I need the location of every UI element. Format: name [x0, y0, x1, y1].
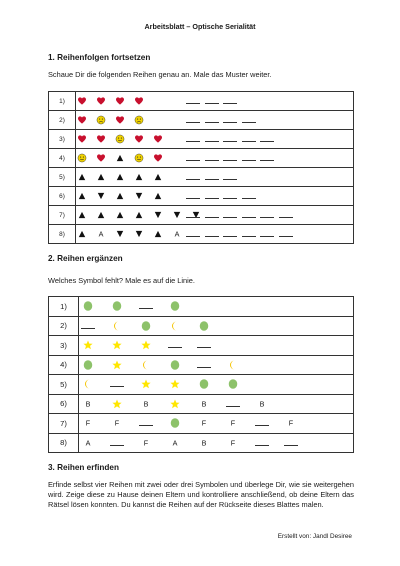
- answer-blank[interactable]: [260, 141, 274, 142]
- triangle-up-icon: [79, 193, 86, 200]
- crescent-moon-icon: [172, 321, 179, 331]
- answer-blank[interactable]: [223, 141, 237, 142]
- answer-blank[interactable]: [205, 198, 219, 199]
- answer-blank[interactable]: [81, 328, 95, 329]
- heart-icon: [97, 97, 106, 105]
- sequence-cell: [76, 149, 354, 168]
- answer-blank[interactable]: [255, 425, 269, 426]
- circle-icon: [84, 360, 93, 370]
- answer-blank[interactable]: [186, 179, 200, 180]
- table-row: [49, 168, 354, 187]
- answer-blank[interactable]: [205, 160, 219, 161]
- table-row: [49, 130, 354, 149]
- answer-blank[interactable]: [205, 103, 219, 104]
- answer-blank[interactable]: [205, 236, 219, 237]
- table-row: [49, 355, 354, 375]
- table-row: [49, 92, 354, 111]
- table-row: [49, 111, 354, 130]
- letter-symbol: B: [143, 399, 149, 409]
- heart-icon: [97, 135, 106, 143]
- answer-blank[interactable]: [186, 236, 200, 237]
- answer-blank[interactable]: [242, 160, 256, 161]
- circle-icon: [84, 301, 93, 311]
- table-row: [49, 225, 354, 244]
- star-icon: [141, 379, 151, 389]
- sequence-table-1: [48, 91, 354, 244]
- heart-icon: [135, 135, 144, 143]
- answer-blank[interactable]: [226, 406, 240, 407]
- table-row: [49, 187, 354, 206]
- row-label: 2): [49, 111, 76, 130]
- answer-blank[interactable]: [255, 445, 269, 446]
- letter-symbol: F: [114, 418, 120, 428]
- heart-icon: [154, 135, 163, 143]
- heart-icon: [135, 97, 144, 105]
- sequence-cell: [79, 316, 354, 336]
- sequence-cell: [76, 168, 354, 187]
- star-icon: [112, 340, 122, 350]
- triangle-up-icon: [98, 174, 105, 181]
- star-icon: [112, 360, 122, 370]
- crescent-moon-icon: [114, 321, 121, 331]
- smiley-face-icon: [78, 154, 87, 163]
- answer-blank[interactable]: [223, 217, 237, 218]
- answer-blank[interactable]: [168, 347, 182, 348]
- answer-blank[interactable]: [205, 179, 219, 180]
- letter-symbol: B: [85, 399, 91, 409]
- triangle-down-icon: [117, 231, 124, 238]
- row-label: 1): [49, 92, 76, 111]
- sequence-cell: [79, 394, 354, 414]
- heart-icon: [78, 97, 87, 105]
- row-label: 8): [49, 433, 79, 453]
- triangle-up-icon: [79, 231, 86, 238]
- star-icon: [170, 399, 180, 409]
- answer-blank[interactable]: [197, 367, 211, 368]
- answer-blank[interactable]: [242, 198, 256, 199]
- triangle-up-icon: [136, 212, 143, 219]
- section-1-title: 1. Reihenfolgen fortsetzen: [48, 53, 151, 62]
- letter-symbol: A: [174, 229, 180, 239]
- answer-blank[interactable]: [223, 179, 237, 180]
- circle-icon: [142, 321, 151, 331]
- table-row: [49, 336, 354, 356]
- answer-blank[interactable]: [186, 141, 200, 142]
- answer-blank[interactable]: [242, 122, 256, 123]
- section-1-instruction: Schaue Dir die folgenden Reihen genau an. Male das Muster weiter.: [48, 70, 272, 79]
- answer-blank[interactable]: [260, 217, 274, 218]
- star-icon: [83, 340, 93, 350]
- section-3-title: 3. Reihen erfinden: [48, 463, 119, 472]
- triangle-down-icon: [136, 231, 143, 238]
- triangle-down-icon: [174, 212, 181, 219]
- heart-icon: [97, 154, 106, 162]
- row-label: 4): [49, 149, 76, 168]
- answer-blank[interactable]: [223, 160, 237, 161]
- answer-blank[interactable]: [242, 236, 256, 237]
- sequence-cell: [76, 225, 354, 244]
- sequence-cell: [76, 187, 354, 206]
- triangle-up-icon: [117, 212, 124, 219]
- answer-blank[interactable]: [205, 217, 219, 218]
- row-label: 5): [49, 168, 76, 187]
- triangle-up-icon: [136, 174, 143, 181]
- row-label: 1): [49, 297, 79, 317]
- row-label: 6): [49, 394, 79, 414]
- sad-face-icon: [135, 116, 144, 125]
- answer-blank[interactable]: [279, 236, 293, 237]
- answer-blank[interactable]: [242, 217, 256, 218]
- row-label: 5): [49, 375, 79, 395]
- letter-symbol: A: [98, 229, 104, 239]
- row-label: 3): [49, 336, 79, 356]
- answer-blank[interactable]: [260, 160, 274, 161]
- letter-symbol: B: [201, 399, 207, 409]
- triangle-down-icon: [155, 212, 162, 219]
- heart-icon: [154, 154, 163, 162]
- circle-icon: [200, 321, 209, 331]
- letter-symbol: F: [85, 418, 91, 428]
- answer-blank[interactable]: [223, 198, 237, 199]
- answer-blank[interactable]: [139, 308, 153, 309]
- heart-icon: [116, 116, 125, 124]
- letter-symbol: A: [172, 438, 178, 448]
- smiley-face-icon: [135, 154, 144, 163]
- crescent-moon-icon: [143, 360, 150, 370]
- circle-icon: [200, 379, 209, 389]
- answer-blank[interactable]: [260, 236, 274, 237]
- answer-blank[interactable]: [223, 122, 237, 123]
- triangle-up-icon: [155, 231, 162, 238]
- table-row: [49, 206, 354, 225]
- circle-icon: [229, 379, 238, 389]
- sequence-cell: [79, 336, 354, 356]
- triangle-up-icon: [79, 212, 86, 219]
- triangle-down-icon: [136, 193, 143, 200]
- smiley-face-icon: [116, 135, 125, 144]
- letter-symbol: F: [143, 438, 149, 448]
- section-2-instruction: Welches Symbol fehlt? Male es auf die Linie.: [48, 276, 195, 285]
- triangle-up-icon: [117, 193, 124, 200]
- triangle-up-icon: [155, 174, 162, 181]
- heart-icon: [78, 135, 87, 143]
- table-row: [49, 414, 354, 434]
- sequence-table-2: [48, 296, 354, 453]
- author-credit: Erstellt von: Jandl Desiree: [277, 533, 352, 540]
- star-icon: [112, 399, 122, 409]
- answer-blank[interactable]: [223, 236, 237, 237]
- sequence-cell: [79, 433, 354, 453]
- crescent-moon-icon: [85, 379, 92, 389]
- sequence-cell: [76, 206, 354, 225]
- row-label: 7): [49, 206, 76, 225]
- answer-blank[interactable]: [186, 103, 200, 104]
- table-row: [49, 297, 354, 317]
- answer-blank[interactable]: [110, 386, 124, 387]
- answer-blank[interactable]: [223, 103, 237, 104]
- answer-blank[interactable]: [197, 347, 211, 348]
- answer-blank[interactable]: [242, 141, 256, 142]
- answer-blank[interactable]: [110, 445, 124, 446]
- row-label: 3): [49, 130, 76, 149]
- crescent-moon-icon: [230, 360, 237, 370]
- letter-symbol: F: [230, 418, 236, 428]
- answer-blank[interactable]: [186, 160, 200, 161]
- letter-symbol: F: [230, 438, 236, 448]
- sequence-cell: [76, 130, 354, 149]
- page-title: Arbeitsblatt – Optische Serialität: [144, 22, 256, 31]
- triangle-up-icon: [98, 212, 105, 219]
- sad-face-icon: [97, 116, 106, 125]
- letter-symbol: F: [201, 418, 207, 428]
- answer-blank[interactable]: [139, 425, 153, 426]
- letter-symbol: A: [85, 438, 91, 448]
- star-icon: [141, 340, 151, 350]
- table-row: [49, 149, 354, 168]
- answer-blank[interactable]: [186, 122, 200, 123]
- circle-icon: [171, 360, 180, 370]
- sequence-cell: [76, 92, 354, 111]
- sequence-cell: [79, 297, 354, 317]
- sequence-cell: [79, 355, 354, 375]
- heart-icon: [78, 116, 87, 124]
- sequence-cell: [76, 111, 354, 130]
- sequence-cell: [79, 375, 354, 395]
- circle-icon: [171, 418, 180, 428]
- table-row: [49, 394, 354, 414]
- row-label: 7): [49, 414, 79, 434]
- star-icon: [170, 379, 180, 389]
- triangle-up-icon: [117, 155, 124, 162]
- triangle-down-icon: [98, 193, 105, 200]
- circle-icon: [171, 301, 180, 311]
- answer-blank[interactable]: [284, 445, 298, 446]
- circle-icon: [113, 301, 122, 311]
- triangle-up-icon: [117, 174, 124, 181]
- answer-blank[interactable]: [186, 198, 200, 199]
- row-label: 2): [49, 316, 79, 336]
- table-row: [49, 375, 354, 395]
- letter-symbol: B: [259, 399, 265, 409]
- letter-symbol: B: [201, 438, 207, 448]
- letter-symbol: F: [288, 418, 294, 428]
- triangle-up-icon: [155, 193, 162, 200]
- answer-blank[interactable]: [205, 141, 219, 142]
- section-3-text: Erfinde selbst vier Reihen mit zwei oder drei Symbolen und überlege Dir, wie sie weitergehen wird. Zeige diese zu Hause deinen Eltern und kontrolliere anschließend, ob deine Eltern das Rätsel lösen konnten. Du kannst die Reihen auf der Rückseite dieses Blattes malen.: [48, 480, 354, 509]
- row-label: 6): [49, 187, 76, 206]
- sequence-cell: [79, 414, 354, 434]
- table-row: [49, 316, 354, 336]
- answer-blank[interactable]: [279, 217, 293, 218]
- triangle-up-icon: [79, 174, 86, 181]
- answer-blank[interactable]: [186, 217, 200, 218]
- section-2-title: 2. Reihen ergänzen: [48, 254, 123, 263]
- row-label: 4): [49, 355, 79, 375]
- answer-blank[interactable]: [205, 122, 219, 123]
- heart-icon: [116, 97, 125, 105]
- table-row: [49, 433, 354, 453]
- row-label: 8): [49, 225, 76, 244]
